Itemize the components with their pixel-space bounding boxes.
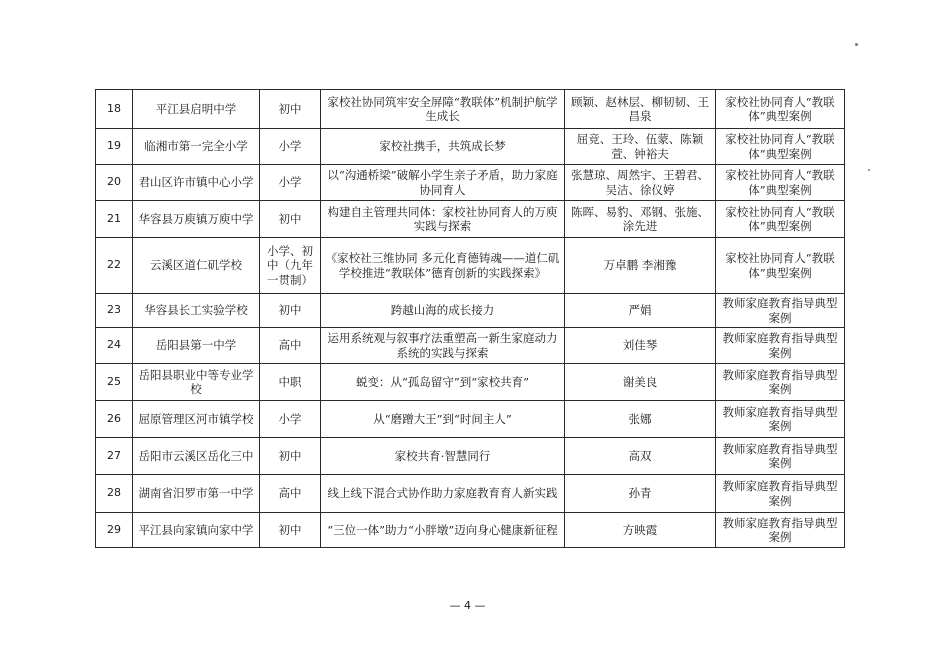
category-cell: 家校社协同育人“教联体”典型案例 xyxy=(716,201,845,238)
row-number: 27 xyxy=(96,438,133,475)
row-number: 20 xyxy=(96,165,133,201)
title-cell: “三位一体”助力“小胖墩”迈向身心健康新征程 xyxy=(321,513,565,548)
table-row xyxy=(96,238,845,294)
table-row xyxy=(96,475,845,513)
authors-cell: 谢美良 xyxy=(565,364,716,401)
table-row xyxy=(96,513,845,548)
title-cell: 构建自主管理共同体：家校社协同育人的万庾实践与探索 xyxy=(321,201,565,238)
level-cell: 小学 xyxy=(260,129,321,165)
authors-cell: 屈竞、王玲、伍蒙、陈颖萱、钟裕夫 xyxy=(565,129,716,165)
level-cell: 高中 xyxy=(260,475,321,513)
title-cell: 家校社协同筑牢安全屏障“教联体”机制护航学生成长 xyxy=(321,90,565,129)
level-cell: 初中 xyxy=(260,90,321,129)
category-cell: 教师家庭教育指导典型案例 xyxy=(716,438,845,475)
category-cell: 家校社协同育人“教联体”典型案例 xyxy=(716,90,845,129)
school-cell: 湖南省汨罗市第一中学 xyxy=(133,475,260,513)
page-number: — 4 — xyxy=(449,599,486,612)
table-row xyxy=(96,294,845,328)
level-cell: 小学 xyxy=(260,165,321,201)
category-cell: 家校社协同育人“教联体”典型案例 xyxy=(716,238,845,294)
authors-cell: 严娟 xyxy=(565,294,716,328)
level-cell: 初中 xyxy=(260,438,321,475)
table-row xyxy=(96,328,845,364)
category-cell: 家校社协同育人“教联体”典型案例 xyxy=(716,129,845,165)
school-cell: 临湘市第一完全小学 xyxy=(133,129,260,165)
case-table xyxy=(95,89,845,548)
authors-cell: 顾颖、赵林层、柳韧韧、王昌泉 xyxy=(565,90,716,129)
row-number: 25 xyxy=(96,364,133,401)
row-number: 18 xyxy=(96,90,133,129)
title-cell: 运用系统观与叙事疗法重塑高一新生家庭动力系统的实践与探索 xyxy=(321,328,565,364)
row-number: 23 xyxy=(96,294,133,328)
school-cell: 岳阳县第一中学 xyxy=(133,328,260,364)
row-number: 24 xyxy=(96,328,133,364)
category-cell: 教师家庭教育指导典型案例 xyxy=(716,401,845,438)
row-number: 22 xyxy=(96,238,133,294)
school-cell: 华容县长工实验学校 xyxy=(133,294,260,328)
title-cell: 线上线下混合式协作助力家庭教育育人新实践 xyxy=(321,475,565,513)
school-cell: 岳阳县职业中等专业学校 xyxy=(133,364,260,401)
category-cell: 教师家庭教育指导典型案例 xyxy=(716,475,845,513)
row-number: 29 xyxy=(96,513,133,548)
authors-cell: 陈晖、易豹、邓钢、张施、涂先进 xyxy=(565,201,716,238)
row-number: 26 xyxy=(96,401,133,438)
title-cell: 从“磨蹭大王”到“时间主人” xyxy=(321,401,565,438)
authors-cell: 高双 xyxy=(565,438,716,475)
title-cell: 蜕变：从“孤岛留守”到“家校共育” xyxy=(321,364,565,401)
title-cell: 跨越山海的成长接力 xyxy=(321,294,565,328)
level-cell: 初中 xyxy=(260,513,321,548)
table-row xyxy=(96,364,845,401)
category-cell: 家校社协同育人“教联体”典型案例 xyxy=(716,165,845,201)
level-cell: 高中 xyxy=(260,328,321,364)
school-cell: 华容县万庾镇万庾中学 xyxy=(133,201,260,238)
row-number: 21 xyxy=(96,201,133,238)
authors-cell: 孙青 xyxy=(565,475,716,513)
row-number: 19 xyxy=(96,129,133,165)
table-row xyxy=(96,201,845,238)
level-cell: 初中 xyxy=(260,201,321,238)
school-cell: 岳阳市云溪区岳化三中 xyxy=(133,438,260,475)
table-row xyxy=(96,438,845,475)
table-row xyxy=(96,90,845,129)
category-cell: 教师家庭教育指导典型案例 xyxy=(716,364,845,401)
table-row xyxy=(96,165,845,201)
authors-cell: 张慧琼、周然宇、王碧君、吴洁、徐仪婷 xyxy=(565,165,716,201)
school-cell: 君山区许市镇中心小学 xyxy=(133,165,260,201)
school-cell: 平江县向家镇向家中学 xyxy=(133,513,260,548)
scan-speck xyxy=(868,169,870,171)
authors-cell: 方映霞 xyxy=(565,513,716,548)
title-cell: 家校社携手，共筑成长梦 xyxy=(321,129,565,165)
row-number: 28 xyxy=(96,475,133,513)
table-row xyxy=(96,401,845,438)
table-row xyxy=(96,129,845,165)
school-cell: 云溪区道仁矶学校 xyxy=(133,238,260,294)
title-cell: 《家校社三维协同 多元化育德铸魂——道仁矶学校推进“教联体”德育创新的实践探索》 xyxy=(321,238,565,294)
level-cell: 小学、初中（九年一贯制） xyxy=(260,238,321,294)
level-cell: 中职 xyxy=(260,364,321,401)
level-cell: 初中 xyxy=(260,294,321,328)
school-cell: 平江县启明中学 xyxy=(133,90,260,129)
category-cell: 教师家庭教育指导典型案例 xyxy=(716,513,845,548)
category-cell: 教师家庭教育指导典型案例 xyxy=(716,328,845,364)
title-cell: 以“沟通桥梁”破解小学生亲子矛盾，助力家庭协同育人 xyxy=(321,165,565,201)
authors-cell: 万卓鹏 李湘豫 xyxy=(565,238,716,294)
category-cell: 教师家庭教育指导典型案例 xyxy=(716,294,845,328)
school-cell: 屈原管理区河市镇学校 xyxy=(133,401,260,438)
authors-cell: 张娜 xyxy=(565,401,716,438)
scan-speck xyxy=(855,43,858,46)
title-cell: 家校共育·智慧同行 xyxy=(321,438,565,475)
level-cell: 小学 xyxy=(260,401,321,438)
authors-cell: 刘佳琴 xyxy=(565,328,716,364)
